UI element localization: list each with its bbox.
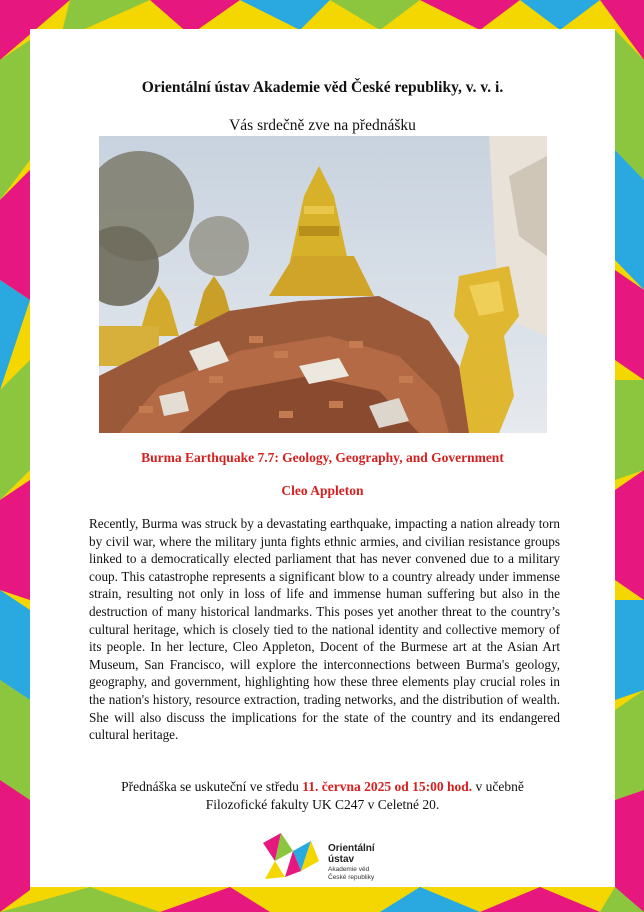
event-datetime: 11. června 2025 od 15:00 hod. <box>302 779 473 794</box>
logo-name-line1: Orientální <box>328 843 375 854</box>
speaker-name: Cleo Appleton <box>281 483 364 498</box>
logo-mark-icon <box>261 831 321 881</box>
ruins-illustration <box>99 136 547 433</box>
event-info <box>30 778 615 814</box>
logo-name-line2: ústav <box>328 854 355 865</box>
event-location: Filozofické fakulty UK C247 v Celetné 20. <box>205 797 440 812</box>
logo-name <box>328 843 398 865</box>
event-prefix: Přednáška se uskuteční ve středu <box>121 779 303 794</box>
event-suffix: v učebně <box>472 779 524 794</box>
logo-subtitle <box>328 866 403 881</box>
earthquake-photo <box>99 136 547 433</box>
logo-sub-line2: České republiky <box>328 873 375 881</box>
institute-name: Orientální ústav Akademie věd České republiky, v. v. i. <box>141 79 504 96</box>
invitation-card <box>30 29 615 887</box>
lecture-title: Burma Earthquake 7.7: Geology, Geography, and Government <box>141 450 504 465</box>
institute-logo <box>261 829 403 887</box>
lecture-abstract: Recently, Burma was struck by a devastating earthquake, impacting a nation already torn by civil war, where the military junta fights ethnic armies, and civilian resistance groups linked to a democratically elected parliament that has never convened due to a military coup. This catastrophe represents a significant blow to a country already under immense strain, resulting not only in loss of life and immense human suffering but also in the destruction of many historical landmarks. This poses yet another threat to the country’s cultural heritage, which is closely tied to the national identity and collective memory of its people. In her lecture, Cleo Appleton, Docent of the Burmese art at the Asian Art Museum, San Francisco, will explore the interconnections between Burma's geology, geography, and government, highlighting how these three elements play crucial roles in the nation's history, resource extraction, trading networks, and the distribution of wealth. She will also discuss the implications for the state of the country and its endangered cultural heritage. <box>89 516 560 743</box>
logo-sub-line1: Akademie věd <box>328 866 370 873</box>
invitation-line: Vás srdečně zve na přednášku <box>229 117 416 134</box>
